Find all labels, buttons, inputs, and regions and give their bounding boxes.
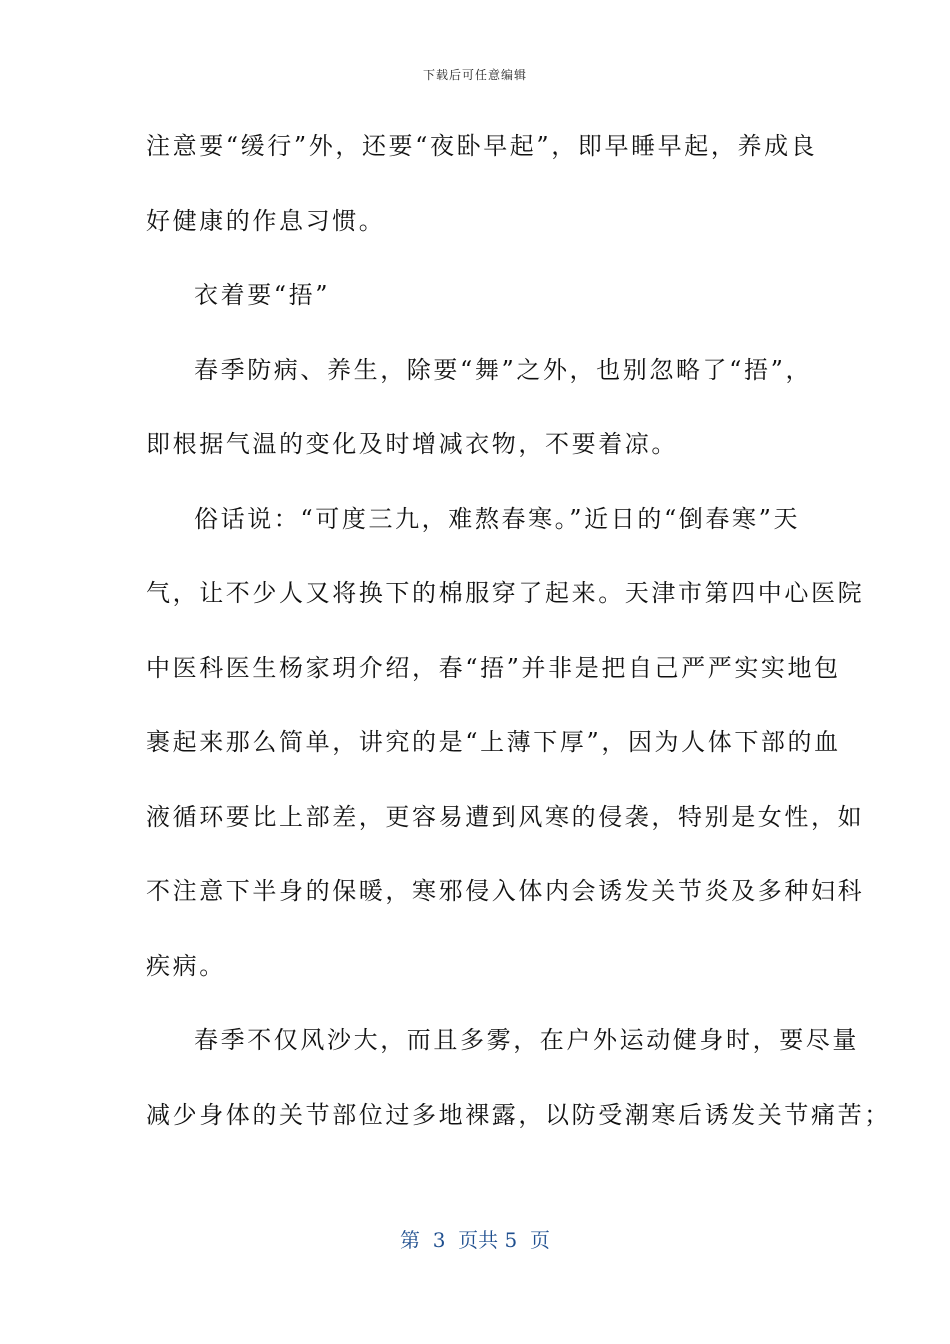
text-line: 裹起来那么简单，讲究的是“上薄下厚”，因为人体下部的血 [146, 728, 841, 756]
text-line: 中医科医生杨家玥介绍，春“捂”并非是把自己严严实实地包 [146, 653, 841, 682]
text-line: 春季防病、养生，除要“舞”之外，也别忽略了“捂”， [194, 355, 813, 384]
text-line: 液循环要比上部差，更容易遭到风寒的侵袭，特别是女性，如 [146, 802, 865, 831]
text-line: 疾病。 [146, 951, 226, 980]
text-line: 俗话说：“可度三九，难熬春寒。”近日的“倒春寒”天 [194, 504, 801, 533]
header-note: 下载后可任意编辑 [422, 68, 527, 82]
text-line: 春季不仅风沙大，而且多雾，在户外运动健身时，要尽量 [194, 1026, 859, 1054]
page-number-footer: 第 3 页共 5 页 [400, 1228, 550, 1252]
text-line: 气，让不少人又将换下的棉服穿了起来。天津市第四中心医院 [146, 579, 865, 607]
section-heading: 衣着要“捂” [194, 281, 331, 309]
text-line: 减少身体的关节部位过多地裸露，以防受潮寒后诱发关节痛苦； [146, 1100, 891, 1129]
text-line: 即根据气温的变化及时增减衣物，不要着凉。 [146, 430, 678, 458]
text-line: 注意要“缓行”外，还要“夜卧早起”，即早睡早起，养成良 [146, 132, 818, 160]
text-line: 好健康的作息习惯。 [146, 206, 386, 235]
body-text [146, 118, 891, 1161]
text-line: 不注意下半身的保暖，寒邪侵入体内会诱发关节炎及多种妇科 [146, 877, 865, 905]
